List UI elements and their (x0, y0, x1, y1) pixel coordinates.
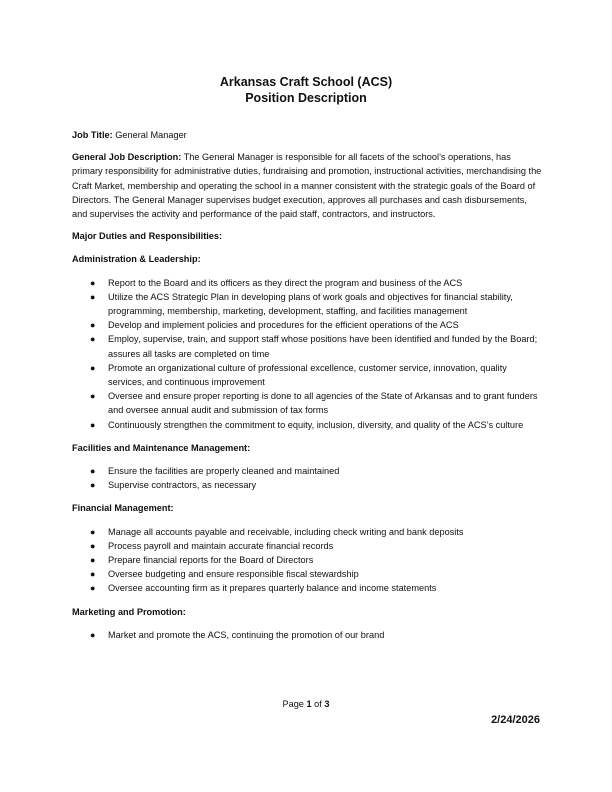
list-item-text: Process payroll and maintain accurate financial records (108, 540, 334, 551)
list-item (72, 389, 544, 417)
list-item-text: Oversee budgeting and ensure responsible fiscal stewardship (108, 569, 359, 580)
list-item-text: Oversee and ensure proper reporting is done to all agencies of the State of Arkansas and to grant funders and oversee annual audit and submission of tax forms (108, 391, 538, 416)
list-item-text: Continuously strengthen the commitment to equity, inclusion, diversity, and quality of the ACS’s culture (108, 419, 524, 430)
list-item (72, 361, 544, 389)
major-duties-heading: Major Duties and Responsibilities: (72, 231, 223, 242)
general-description (72, 150, 544, 221)
bullet-icon: ● (90, 419, 96, 430)
bullet-icon: ● (90, 362, 96, 373)
bullet-icon: ● (90, 334, 96, 345)
document-title: Position Description (245, 91, 367, 105)
bullet-icon: ● (90, 629, 96, 640)
document-body (72, 128, 544, 651)
list-item-text: Supervise contractors, as necessary (108, 480, 257, 491)
job-title-label: Job Title: (72, 130, 113, 140)
bullet-list (72, 628, 544, 642)
bullet-icon: ● (90, 583, 96, 594)
bullet-list (72, 464, 544, 492)
list-item (72, 418, 544, 432)
bullet-icon: ● (90, 540, 96, 551)
bullet-icon: ● (90, 555, 96, 566)
bullet-icon: ● (90, 466, 96, 477)
list-item-text: Prepare financial reports for the Board of Directors (108, 555, 314, 566)
bullet-icon: ● (90, 569, 96, 580)
job-title-line (72, 128, 544, 142)
list-item-text: Oversee accounting firm as it prepares quarterly balance and income statements (108, 583, 437, 594)
sections-container (72, 252, 544, 642)
general-description-label: General Job Description: (72, 152, 182, 163)
list-item-text: Promote an organizational culture of professional excellence, customer service, innovation, quality services, and continuous improvement (108, 362, 507, 388)
document-title-block (0, 74, 612, 106)
page-of: of (314, 699, 322, 709)
page-current: 1 (306, 699, 312, 709)
section-heading: Financial Management: (72, 503, 174, 514)
bullet-icon: ● (90, 291, 96, 302)
list-item-text: Market and promote the ACS, continuing the promotion of our brand (108, 629, 385, 640)
list-item (72, 464, 544, 478)
list-item (72, 628, 544, 642)
list-item-text: Report to the Board and its officers as they direct the program and business of the ACS (108, 277, 463, 288)
list-item (72, 332, 544, 360)
list-item (72, 290, 544, 318)
section-heading: Facilities and Maintenance Management: (72, 442, 251, 453)
bullet-list (72, 276, 544, 432)
list-item (72, 276, 544, 290)
organization-title: Arkansas Craft School (ACS) (219, 75, 393, 89)
bullet-icon: ● (90, 391, 96, 402)
job-title-value: General Manager (115, 130, 187, 140)
page-number (0, 699, 612, 709)
list-item-text: Manage all accounts payable and receivable, including check writing and bank deposits (108, 526, 464, 537)
general-description-text: The General Manager is responsible for all facets of the school’s operations, has primary responsibility for administrative duties, fundraising and promotion, instructional activities, merchandising the Craft Market, membership and operating the school in a manner consistent with the strategic goals of the Board of Directors. The General Manager supervises budget execution, approves all purchases and cash disbursements, and supervises the activity and performance of the paid staff, contractors, and instructors. (72, 152, 542, 220)
section-heading: Administration & Leadership: (72, 254, 201, 265)
list-item (72, 478, 544, 492)
bullet-list (72, 525, 544, 596)
list-item-text: Utilize the ACS Strategic Plan in developing plans of work goals and objectives for financial stability, programming, membership, marketing, development, staffing, and facilities management (108, 291, 513, 317)
document-date: 2/24/2026 (491, 714, 540, 726)
list-item (72, 318, 544, 332)
bullet-icon: ● (90, 277, 96, 288)
page-word: Page (282, 699, 304, 709)
list-item-text: Employ, supervise, train, and support staff whose positions have been identified and funded by the Board; assures all tasks are completed on time (108, 334, 538, 359)
list-item (72, 539, 544, 553)
section-heading: Marketing and Promotion: (72, 606, 186, 617)
list-item (72, 567, 544, 581)
page-total: 3 (324, 699, 330, 709)
bullet-icon: ● (90, 480, 96, 491)
list-item (72, 553, 544, 567)
list-item (72, 581, 544, 595)
list-item-text: Ensure the facilities are properly cleaned and maintained (108, 466, 340, 477)
list-item (72, 525, 544, 539)
bullet-icon: ● (90, 320, 96, 331)
bullet-icon: ● (90, 526, 96, 537)
list-item-text: Develop and implement policies and procedures for the efficient operations of the ACS (108, 320, 459, 331)
